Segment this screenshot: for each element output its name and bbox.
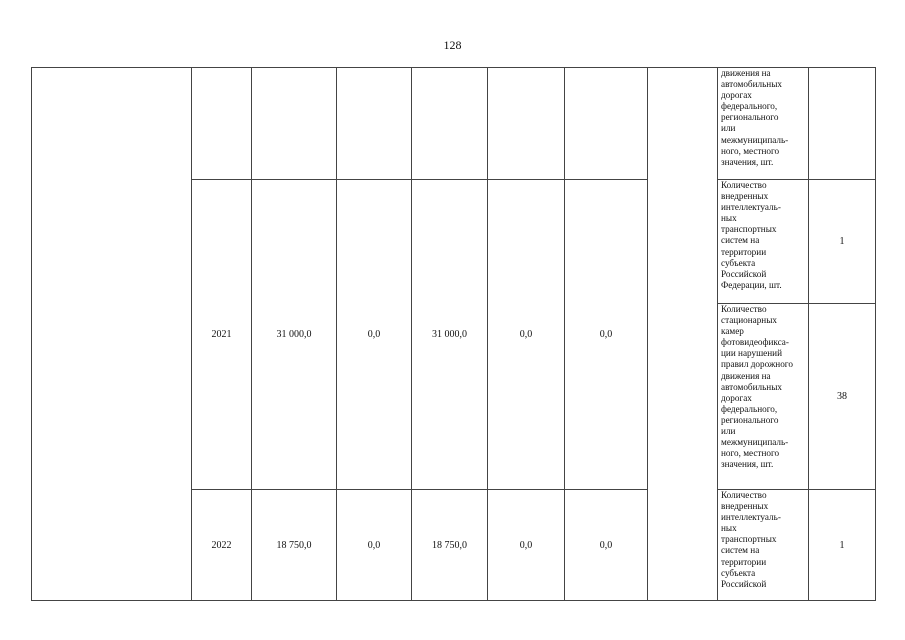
budget-table [31, 67, 876, 601]
indicator-cell: Количество внедренных интеллектуаль- ных транспортных систем на территории субъекта Российской [717, 489, 809, 601]
table-cell-value: 0,0 [487, 489, 565, 601]
table-cell-value: 0,0 [487, 179, 565, 490]
table-cell-value: 18 750,0 [411, 489, 488, 601]
table-cell-value: 31 000,0 [411, 179, 488, 490]
table-cell-empty [251, 67, 337, 180]
target-cell: 1 [808, 179, 876, 304]
table-cell-empty [564, 67, 648, 180]
table-cell-value: 0,0 [336, 489, 412, 601]
indicator-cell: Количество внедренных интеллектуаль- ных транспортных систем на территории субъекта Российской Федерации, шт. [717, 179, 809, 304]
table-cell-empty [487, 67, 565, 180]
indicator-cell: Количество стационарных камер фотовидеофикса- ции нарушений правил дорожного движения на автомобильных дорогах федерального, регионального или межмуниципаль- ного, местного значения, шт. [717, 303, 809, 490]
table-cell-empty [191, 67, 252, 180]
table-cell-empty [336, 67, 412, 180]
table-cell-total: 18 750,0 [251, 489, 337, 601]
target-cell: 1 [808, 489, 876, 601]
table-cell-value: 0,0 [336, 179, 412, 490]
table-cell-value: 0,0 [564, 489, 648, 601]
table-cell-empty [411, 67, 488, 180]
table-cell-merged [647, 67, 718, 601]
table-cell-year: 2022 [191, 489, 252, 601]
page-number: 128 [443, 38, 462, 52]
table-cell-total: 31 000,0 [251, 179, 337, 490]
table-cell-name [31, 67, 192, 601]
indicator-cell: движения на автомобильных дорогах федерального, регионального или межмуниципаль- ного, местного значения, шт. [717, 67, 809, 180]
target-cell: 38 [808, 303, 876, 490]
table-cell-value: 0,0 [564, 179, 648, 490]
table-cell-year: 2021 [191, 179, 252, 490]
target-cell [808, 67, 876, 180]
